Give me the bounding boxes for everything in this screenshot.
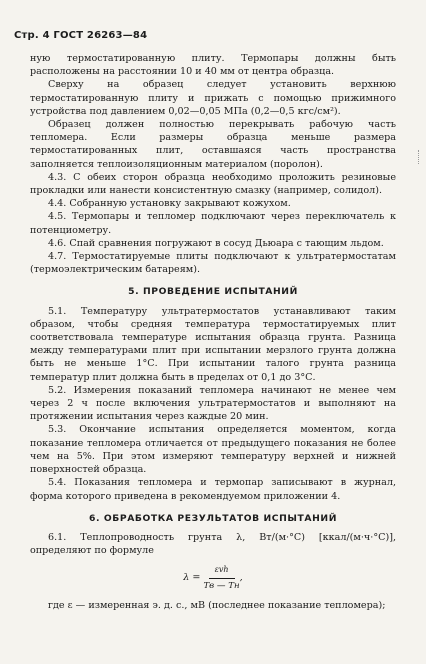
- paragraph: ную термостатированную плиту. Термопары должны быть расположены на расстоянии 10 и 40 мм от центра образца.: [30, 53, 396, 78]
- paragraph-5-4: 5.4. Показания тепломера и термопар записывают в журнал, форма которого приведена в рекомендуемом приложении 4.: [30, 477, 396, 502]
- margin-mark: [418, 150, 423, 164]
- section-6-title: 6. ОБРАБОТКА РЕЗУЛЬТАТОВ ИСПЫТАНИЙ: [88, 512, 338, 524]
- paragraph-6-1: 6.1. Теплопроводность грунта λ, Вт/(м·°С) [ккал/(м·ч·°С)], определяют по формуле: [30, 531, 396, 557]
- paragraph-4-5: 4.5. Термопары и тепломер подключают через переключатель к потенциометру.: [30, 211, 396, 236]
- formula-fraction: [203, 563, 239, 592]
- paragraph-5-3: 5.3. Окончание испытания определяется моментом, когда показание тепломера отличается от предыдущего показания не более чем на 5%. При этом измеряют температуру верхней и нижней поверхностей образца.: [30, 424, 396, 476]
- document-body: [30, 52, 396, 612]
- paragraph-5-2: 5.2. Измерения показаний тепломера начинают не менее чем через 2 ч после включения ультратермостатов и выполняют на протяжении испытания через каждые 20 мин.: [30, 384, 396, 423]
- formula-lhs: λ =: [183, 572, 201, 584]
- paragraph-4-7: 4.7. Термостатируемые плиты подключают к ультратермостатам (термоэлектрическим батареям).: [30, 251, 396, 276]
- formula: [30, 563, 396, 592]
- page-header: Стр. 4 ГОСТ 26263—84: [14, 30, 148, 41]
- paragraph: Сверху на образец следует установить верхнюю термостатированную плиту и прижать с помощью прижимного устройства под давлением 0,02—0,05 МПа (0,2—0,5 кгс/см²).: [30, 79, 396, 117]
- formula-denominator: Тв — Тн: [203, 580, 240, 591]
- paragraph-4-6: 4.6. Спай сравнения погружают в сосуд Дьюара с тающим льдом.: [48, 237, 384, 249]
- formula-tail: ,: [239, 572, 243, 584]
- paragraph: Образец должен полностью перекрывать рабочую часть тепломера. Если размеры образца меньше размера термостатированных плит, оставшаяся часть пространства заполняется теплоизоляционным материалом (поролон).: [30, 119, 396, 170]
- section-5-title: 5. ПРОВЕДЕНИЕ ИСПЫТАНИЙ: [128, 286, 298, 298]
- formula-numerator: εvh: [209, 563, 235, 578]
- paragraph-5-1: 5.1. Температуру ультратермостатов устанавливают таким образом, чтобы средняя температура термостатируемых плит соответствовала температуре испытания образца грунта. Разница между температурами плит при испытании мерзлого грунта должна быть не меньше 1°С. При испытании талого грунта разница температур плит должна быть в пределах от 0,1 до 3°С.: [30, 305, 396, 383]
- paragraph-4-4: 4.4. Собранную установку закрывают кожухом.: [48, 198, 291, 210]
- formula-where: где ε — измеренная э. д. с., мВ (последнее показание тепломера);: [48, 599, 386, 611]
- paragraph-4-3: 4.3. С обеих сторон образца необходимо проложить резиновые прокладки или нанести консистентную смазку (например, солидол).: [30, 171, 396, 197]
